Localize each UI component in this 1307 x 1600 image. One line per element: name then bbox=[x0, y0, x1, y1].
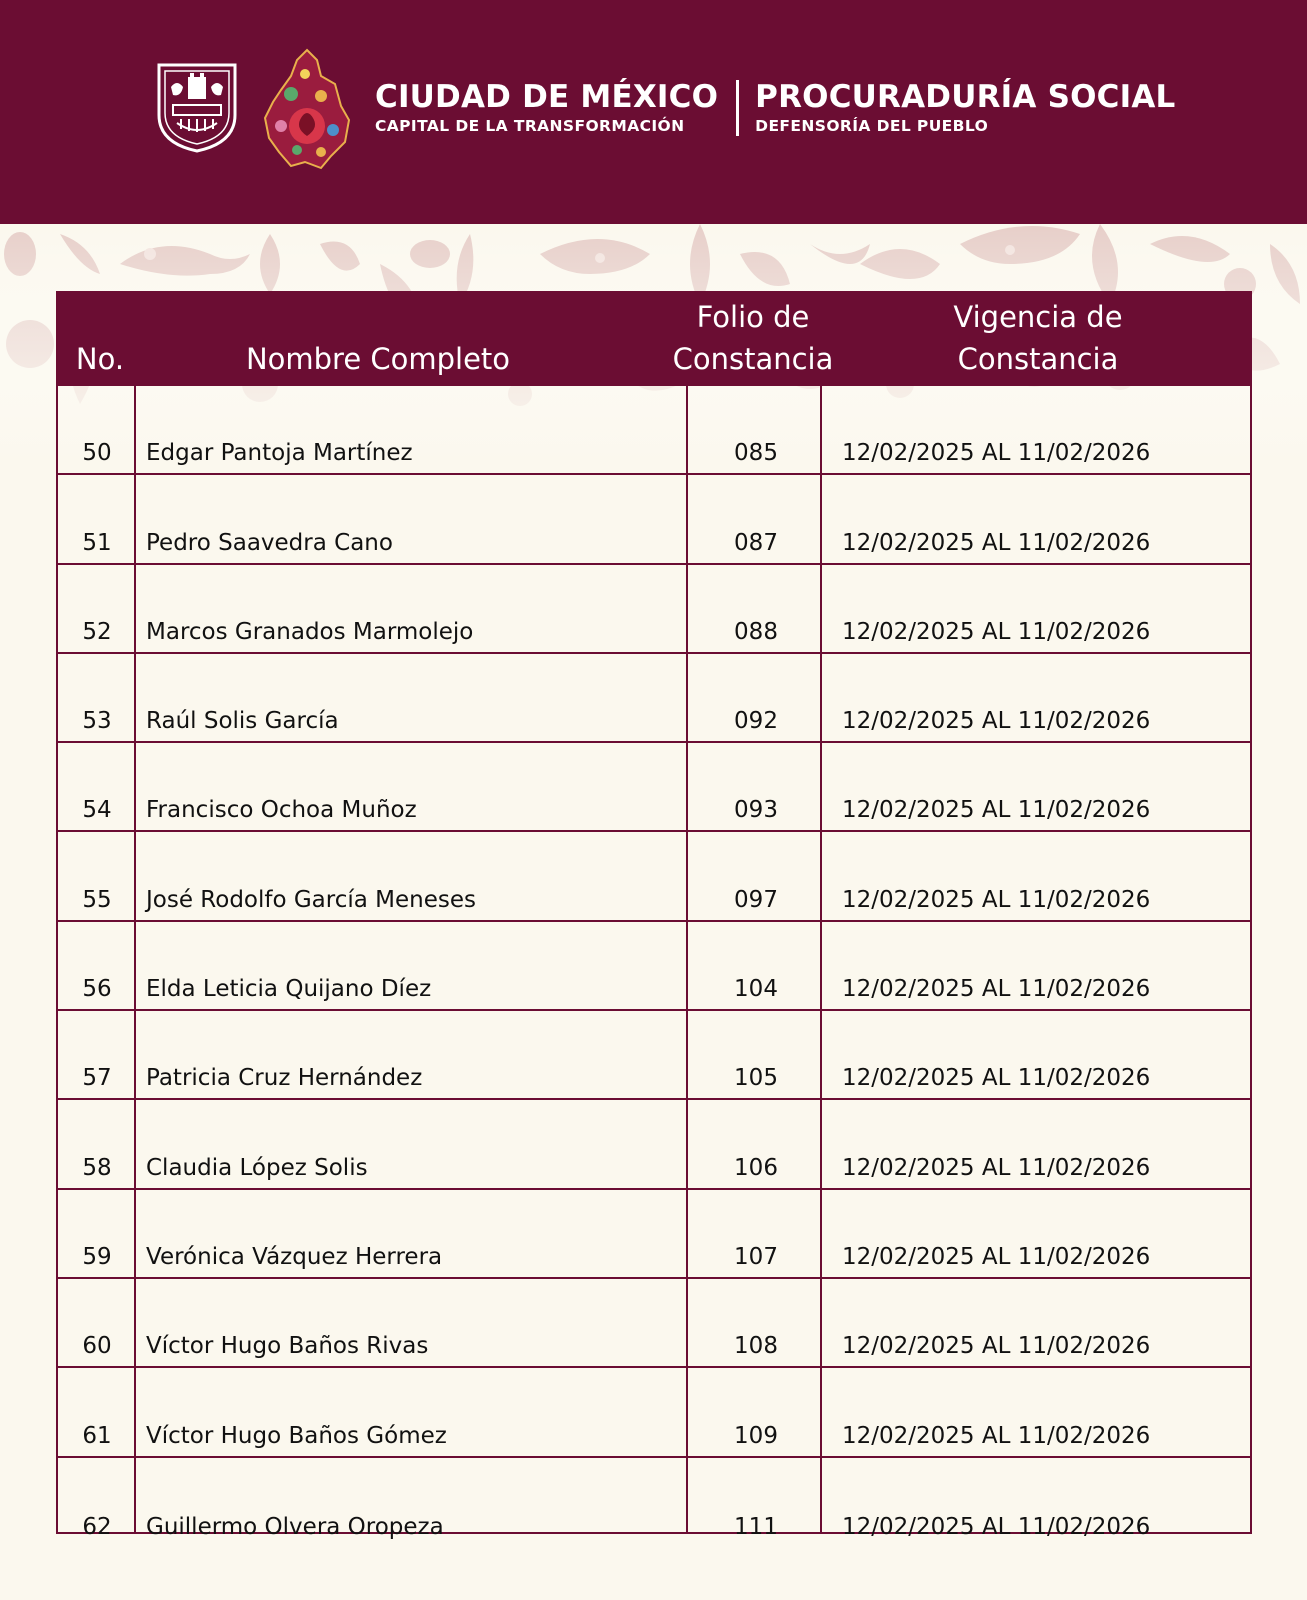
cell-no: 55 bbox=[82, 886, 112, 913]
cell-nombre: José Rodolfo García Meneses bbox=[146, 886, 477, 913]
table-row bbox=[58, 922, 1250, 1011]
cell-folio: 108 bbox=[734, 1333, 778, 1360]
cell-no: 59 bbox=[82, 1243, 112, 1270]
cell-no: 51 bbox=[82, 529, 112, 556]
constancias-table bbox=[56, 291, 1252, 1540]
cell-nombre: Elda Leticia Quijano Díez bbox=[146, 976, 432, 1003]
cell-nombre: Patricia Cruz Hernández bbox=[146, 1065, 423, 1092]
table-body bbox=[58, 386, 1250, 1547]
cdmx-map-icon bbox=[261, 46, 353, 170]
cell-folio: 104 bbox=[734, 976, 778, 1003]
cell-vigencia: 12/02/2025 AL 11/02/2026 bbox=[842, 1065, 1151, 1092]
cell-vigencia: 12/02/2025 AL 11/02/2026 bbox=[842, 440, 1151, 467]
table-row bbox=[58, 565, 1250, 654]
table-row bbox=[58, 475, 1250, 564]
cell-nombre: Francisco Ochoa Muñoz bbox=[146, 797, 417, 824]
column-header-folio-line2: Constancia bbox=[672, 342, 834, 376]
cell-no: 58 bbox=[82, 1154, 112, 1181]
cell-vigencia: 12/02/2025 AL 11/02/2026 bbox=[842, 708, 1151, 735]
cell-vigencia: 12/02/2025 AL 11/02/2026 bbox=[842, 618, 1151, 645]
column-header-vigencia-line2: Constancia bbox=[957, 342, 1119, 376]
brand-subtitle-left: CAPITAL DE LA TRANSFORMACIÓN bbox=[375, 116, 685, 135]
cell-no: 54 bbox=[82, 797, 112, 824]
cell-nombre: Edgar Pantoja Martínez bbox=[146, 440, 413, 467]
brand-left-text bbox=[375, 79, 718, 137]
brand-title-left: CIUDAD DE MÉXICO bbox=[375, 78, 719, 115]
cell-folio: 097 bbox=[734, 886, 778, 913]
cell-folio: 107 bbox=[734, 1243, 778, 1270]
table-row bbox=[58, 1011, 1250, 1100]
table-row bbox=[58, 1458, 1250, 1547]
table-row bbox=[58, 386, 1250, 475]
cell-no: 61 bbox=[82, 1422, 112, 1449]
cell-nombre: Víctor Hugo Baños Gómez bbox=[146, 1422, 447, 1449]
cell-folio: 087 bbox=[734, 529, 778, 556]
cell-no: 62 bbox=[82, 1513, 112, 1540]
cdmx-shield-icon bbox=[155, 61, 239, 155]
cell-nombre: Verónica Vázquez Herrera bbox=[146, 1243, 443, 1270]
table-row bbox=[58, 1190, 1250, 1279]
cell-folio: 085 bbox=[734, 440, 778, 467]
cell-no: 57 bbox=[82, 1065, 112, 1092]
cell-no: 53 bbox=[82, 708, 112, 735]
cell-vigencia: 12/02/2025 AL 11/02/2026 bbox=[842, 1154, 1151, 1181]
cell-folio: 109 bbox=[734, 1422, 778, 1449]
brand-separator bbox=[736, 80, 739, 136]
cell-folio: 093 bbox=[734, 797, 778, 824]
table-row bbox=[58, 1100, 1250, 1189]
column-header-nombre: Nombre Completo bbox=[245, 342, 511, 376]
cell-vigencia: 12/02/2025 AL 11/02/2026 bbox=[842, 529, 1151, 556]
cell-no: 50 bbox=[82, 440, 112, 467]
cell-vigencia: 12/02/2025 AL 11/02/2026 bbox=[842, 886, 1151, 913]
cell-vigencia: 12/02/2025 AL 11/02/2026 bbox=[842, 976, 1151, 1003]
cell-nombre: Víctor Hugo Baños Rivas bbox=[146, 1333, 429, 1360]
cell-folio: 111 bbox=[734, 1513, 778, 1540]
column-header-vigencia-line1: Vigencia de bbox=[953, 300, 1123, 334]
table-row bbox=[58, 1368, 1250, 1457]
brand-title-right: PROCURADURÍA SOCIAL bbox=[755, 78, 1176, 115]
cell-nombre: Marcos Granados Marmolejo bbox=[146, 618, 474, 645]
header-banner bbox=[0, 0, 1307, 224]
cell-folio: 106 bbox=[734, 1154, 778, 1181]
cell-vigencia: 12/02/2025 AL 11/02/2026 bbox=[842, 1513, 1151, 1540]
brand-right-text bbox=[755, 79, 1175, 137]
cell-vigencia: 12/02/2025 AL 11/02/2026 bbox=[842, 1333, 1151, 1360]
table-row bbox=[58, 1279, 1250, 1368]
brand-block bbox=[155, 45, 1176, 170]
cell-vigencia: 12/02/2025 AL 11/02/2026 bbox=[842, 797, 1151, 824]
cell-no: 52 bbox=[82, 618, 112, 645]
column-header-folio-line1: Folio de bbox=[696, 300, 810, 334]
cell-vigencia: 12/02/2025 AL 11/02/2026 bbox=[842, 1422, 1151, 1449]
cell-nombre: Guillermo Olvera Oropeza bbox=[146, 1513, 444, 1540]
table-row bbox=[58, 832, 1250, 921]
table-row bbox=[58, 654, 1250, 743]
cell-nombre: Claudia López Solis bbox=[146, 1154, 368, 1181]
brand-subtitle-right: DEFENSORÍA DEL PUEBLO bbox=[755, 116, 989, 135]
cell-vigencia: 12/02/2025 AL 11/02/2026 bbox=[842, 1243, 1151, 1270]
cell-folio: 088 bbox=[734, 618, 778, 645]
table-header bbox=[58, 293, 1250, 386]
column-header-no: No. bbox=[75, 342, 125, 376]
cell-no: 60 bbox=[82, 1333, 112, 1360]
table-row bbox=[58, 743, 1250, 832]
cell-nombre: Pedro Saavedra Cano bbox=[146, 529, 393, 556]
cell-nombre: Raúl Solis García bbox=[146, 708, 339, 735]
cell-folio: 105 bbox=[734, 1065, 778, 1092]
cell-folio: 092 bbox=[734, 708, 778, 735]
cell-no: 56 bbox=[82, 976, 112, 1003]
